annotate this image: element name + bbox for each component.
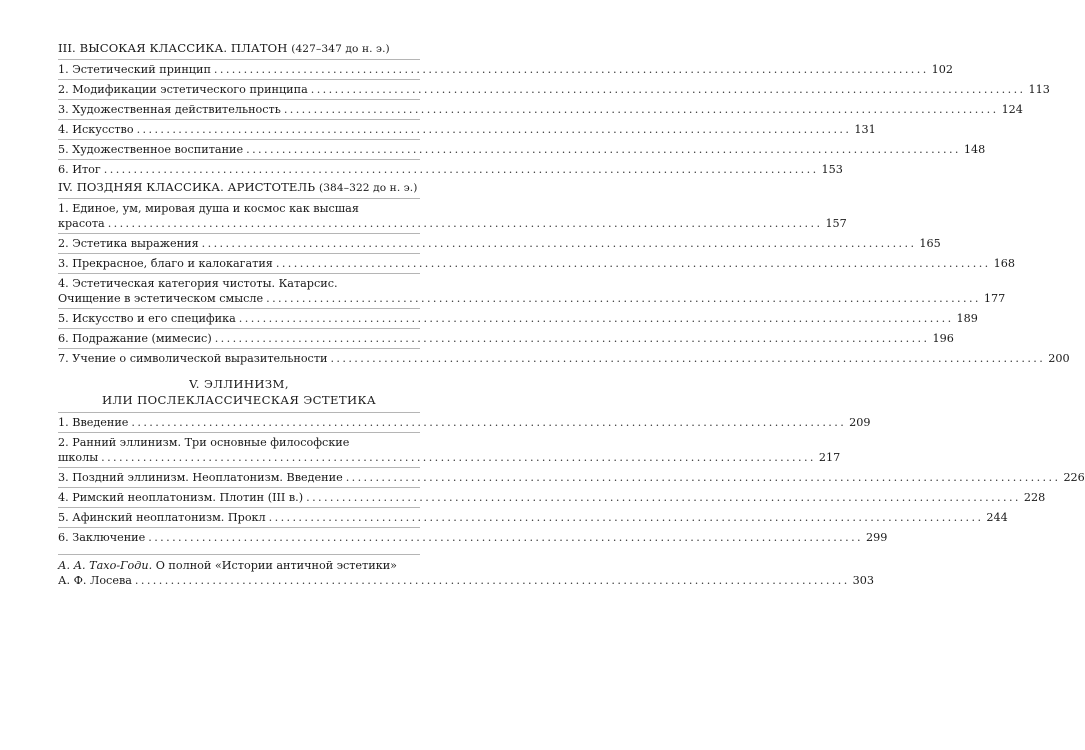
toc-entry[interactable] [58,159,843,179]
entry-title: 4. Искусство [58,123,134,136]
entry-title: 5. Искусство и его специфика [58,312,236,325]
toc-entry[interactable] [58,59,954,79]
dot-leader: ........................................................................................................................ [310,83,1026,96]
page-number: 102 [931,63,954,76]
entry-title: 5. Афинский неоплатонизм. Прокл [58,511,266,524]
toc-entry[interactable] [58,198,847,233]
toc-entry[interactable] [58,99,1023,119]
dot-leader: ........................................................................................................................ [275,257,991,270]
toc-entry[interactable] [58,527,888,547]
section-title-line2: ИЛИ ПОСЛЕКЛАССИЧЕСКАЯ ЭСТЕТИКА [101,393,377,407]
entry-title-line1 [58,558,420,573]
entry-title: 3. Художественная действительность [58,103,281,116]
page-number: 226 [1063,471,1085,484]
entry-title-line1: 2. Ранний эллинизм. Три основные философские [58,436,350,449]
dot-leader: ........................................................................................................................ [283,103,999,116]
toc-entry[interactable] [58,233,941,253]
page-number: 113 [1028,83,1050,96]
dot-leader: ........................................................................................................................ [213,63,929,76]
page-number: 157 [825,217,847,230]
page-number: 228 [1023,491,1046,504]
toc-entry[interactable] [58,467,1085,487]
toc-entry[interactable] [58,412,871,432]
section-title-line1: V. ЭЛЛИНИЗМ, [189,377,289,391]
entry-title: Очищение в эстетическом смысле [58,292,264,305]
toc-entry[interactable] [58,273,1006,308]
page-number: 299 [866,531,888,544]
dot-leader: ........................................................................................................................ [266,292,981,305]
entry-title: 1. Введение [58,416,129,429]
toc-entry[interactable] [58,253,1015,273]
entry-title: 6. Подражание (мимесис) [58,332,212,345]
toc-entry[interactable] [58,308,978,328]
toc-entry[interactable] [58,119,876,139]
dot-leader: ........................................................................................................................ [134,574,850,587]
toc-entry[interactable] [58,432,841,467]
toc-section-3 [58,41,1050,179]
entry-title: 2. Эстетика выражения [58,237,199,250]
section-heading [58,41,420,55]
dot-leader: ........................................................................................................................ [136,123,852,136]
section-title: IV. ПОЗДНЯЯ КЛАССИКА. АРИСТОТЕЛЬ [58,180,316,194]
entry-title: 3. Поздний эллинизм. Неоплатонизм. Введение [58,471,343,484]
section-heading [58,180,420,194]
page-number: 244 [986,511,1008,524]
section-dates: (384–322 до н. э.) [318,182,418,194]
dot-leader: ........................................................................................................................ [131,416,847,429]
entry-title: 1. Эстетический принцип [58,63,211,76]
toc-entry[interactable] [58,507,1008,527]
page-number: 124 [1001,103,1023,116]
dot-leader: ........................................................................................................................ [201,237,917,250]
entry-title: А. Ф. Лосева [58,574,132,587]
entry-title: 7. Учение о символической выразительности [58,352,328,365]
page-number: 200 [1048,352,1070,365]
dot-leader: ........................................................................................................................ [246,143,961,156]
dot-leader: ........................................................................................................................ [238,312,954,325]
toc-entry[interactable] [58,79,1050,99]
page-number: 168 [993,257,1015,270]
page-number: 189 [956,312,978,325]
page-number: 153 [821,163,843,176]
section-title: III. ВЫСОКАЯ КЛАССИКА. ПЛАТОН [58,41,288,55]
toc-section-5 [58,376,1085,547]
page-number: 165 [919,237,941,250]
page-number: 196 [932,332,954,345]
toc-entry[interactable] [58,348,1070,368]
entry-title: красота [58,217,105,230]
entry-title: 6. Итог [58,163,101,176]
entry-title: 6. Заключение [58,531,146,544]
page-number: 177 [983,292,1006,305]
dot-leader: ........................................................................................................................ [345,471,1061,484]
toc-entry[interactable] [58,139,986,159]
toc-entry[interactable] [58,487,1046,507]
entry-title: 3. Прекрасное, благо и калокагатия [58,257,273,270]
dot-leader: ........................................................................................................................ [101,451,816,464]
toc-entry-afterword[interactable] [58,554,875,588]
page-number: 217 [818,451,841,464]
dot-leader: ........................................................................................................................ [103,163,819,176]
entry-title-line1: 1. Единое, ум, мировая душа и космос как высшая [58,202,359,215]
dot-leader: ........................................................................................................................ [330,352,1046,365]
entry-title-line1: 4. Эстетическая категория чистоты. Катарсис. [58,277,338,290]
dot-leader: ........................................................................................................................ [214,332,930,345]
dot-leader: ........................................................................................................................ [306,491,1021,504]
page-number: 148 [963,143,986,156]
page-number: 131 [854,123,876,136]
toc-entry[interactable] [58,328,954,348]
section-heading [58,376,420,408]
entry-title: школы [58,451,99,464]
entry-title: 5. Художественное воспитание [58,143,244,156]
entry-title: 2. Модификации эстетического принципа [58,83,308,96]
page-number: 303 [852,574,875,587]
section-dates: (427–347 до н. э.) [291,43,390,55]
entry-author: А. А. Тахо-Годи. [58,559,153,572]
entry-title: 4. Римский неоплатонизм. Плотин (III в.) [58,491,304,504]
toc-section-4 [58,180,1070,368]
dot-leader: ........................................................................................................................ [148,531,864,544]
dot-leader: ........................................................................................................................ [268,511,984,524]
dot-leader: ........................................................................................................................ [107,217,823,230]
entry-title-rest: О полной «Истории античной эстетики» [155,559,397,572]
page-number: 209 [849,416,871,429]
